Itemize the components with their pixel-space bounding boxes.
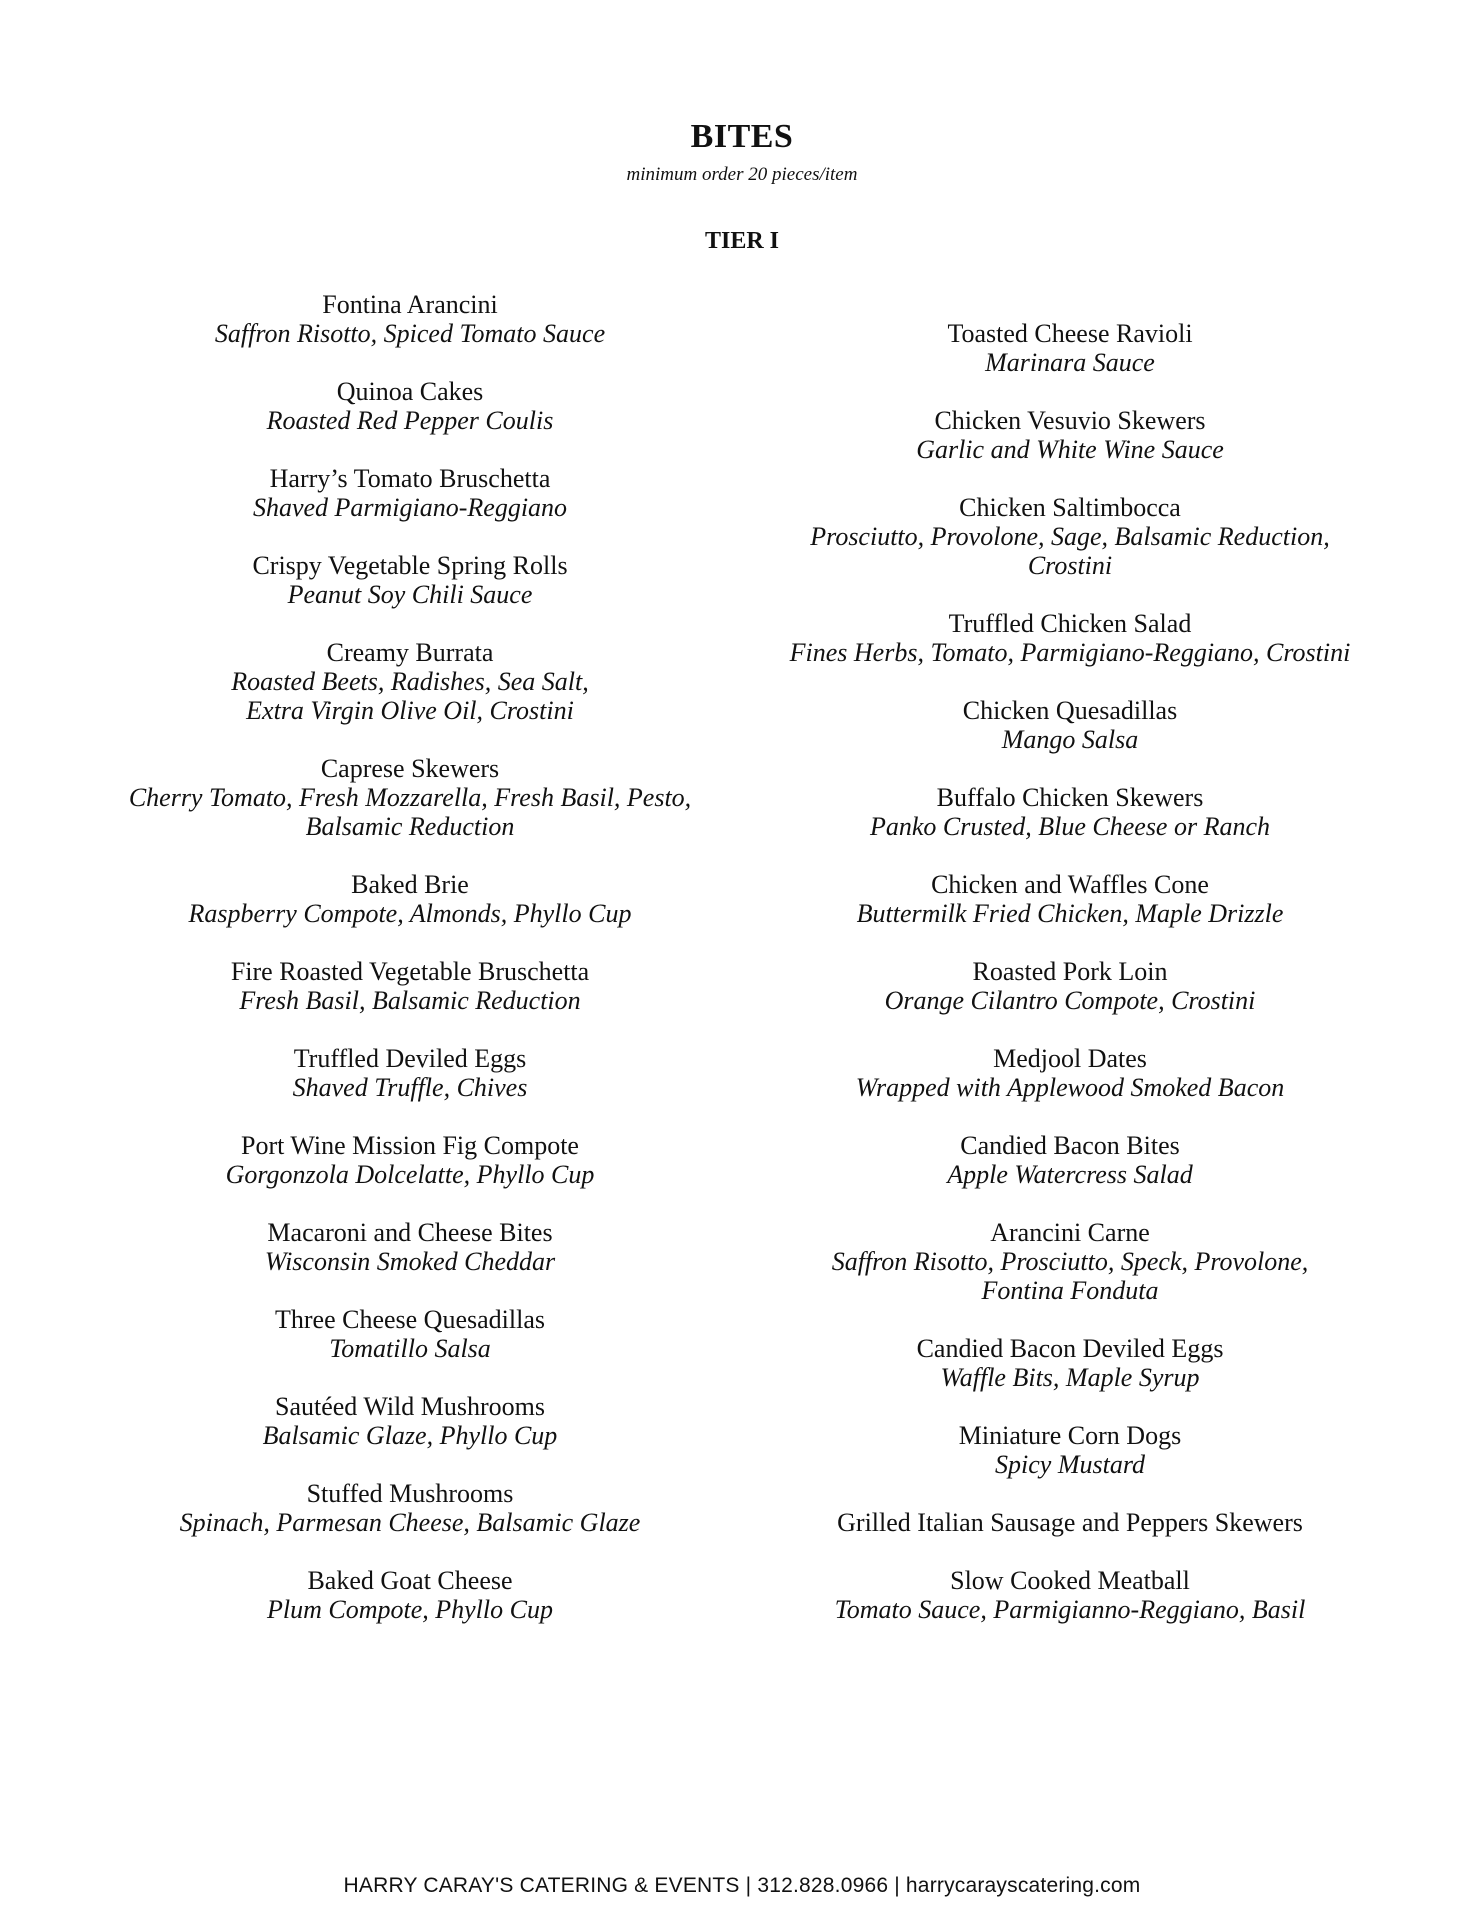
- menu-item-description: Shaved Truffle, Chives: [292, 1073, 528, 1102]
- menu-item-description: Peanut Soy Chili Sauce: [287, 580, 533, 609]
- menu-item-name: Baked Goat Cheese: [307, 1566, 513, 1595]
- menu-item: [70, 1479, 750, 1537]
- menu-item: [70, 1566, 750, 1624]
- menu-item-description: Saffron Risotto, Spiced Tomato Sauce: [214, 319, 606, 348]
- menu-item-name: Arancini Carne: [990, 1218, 1150, 1247]
- menu-item: [70, 377, 750, 435]
- menu-item: [70, 1131, 750, 1189]
- menu-item-description: Panko Crusted, Blue Cheese or Ranch: [869, 812, 1271, 841]
- menu-item-description: Spicy Mustard: [995, 1450, 1145, 1479]
- menu-item-description: Balsamic Reduction: [305, 812, 515, 841]
- menu-item-name: Roasted Pork Loin: [972, 957, 1168, 986]
- menu-item: [70, 1305, 750, 1363]
- menu-item-description: Tomato Sauce, Parmigianno-Reggiano, Basil: [834, 1595, 1306, 1624]
- menu-item: [730, 1566, 1410, 1624]
- menu-column-right: [730, 319, 1410, 1653]
- menu-item-description: Plum Compote, Phyllo Cup: [267, 1595, 553, 1624]
- menu-item-description: Fontina Fonduta: [981, 1276, 1159, 1305]
- menu-item-name: Buffalo Chicken Skewers: [936, 783, 1204, 812]
- menu-item-description: Crostini: [1027, 551, 1113, 580]
- menu-item-description: Orange Cilantro Compote, Crostini: [884, 986, 1256, 1015]
- menu-item-name: Chicken Quesadillas: [962, 696, 1178, 725]
- menu-item-description: Roasted Red Pepper Coulis: [266, 406, 554, 435]
- menu-item-description: Fresh Basil, Balsamic Reduction: [239, 986, 581, 1015]
- menu-item-name: Truffled Deviled Eggs: [293, 1044, 527, 1073]
- menu-item-name: Candied Bacon Deviled Eggs: [916, 1334, 1224, 1363]
- menu-item: [70, 464, 750, 522]
- menu-item-name: Toasted Cheese Ravioli: [947, 319, 1193, 348]
- menu-item: [70, 290, 750, 348]
- menu-item-name: Sautéed Wild Mushrooms: [274, 1392, 546, 1421]
- tier-title: TIER I: [704, 228, 780, 254]
- menu-item: [730, 783, 1410, 841]
- menu-item: [730, 1334, 1410, 1392]
- menu-item: [70, 1044, 750, 1102]
- menu-item-name: Port Wine Mission Fig Compote: [241, 1131, 579, 1160]
- menu-item-name: Quinoa Cakes: [336, 377, 484, 406]
- menu-item-name: Medjool Dates: [993, 1044, 1147, 1073]
- menu-column-left: [70, 290, 750, 1653]
- footer-contact: HARRY CARAY'S CATERING & EVENTS | 312.828.0966 | harrycarayscatering.com: [343, 1874, 1141, 1897]
- menu-item-name: Stuffed Mushrooms: [306, 1479, 514, 1508]
- menu-item: [730, 1218, 1410, 1305]
- page-title: BITES: [690, 118, 794, 155]
- menu-item: [70, 754, 750, 841]
- menu-item-name: Candied Bacon Bites: [960, 1131, 1180, 1160]
- menu-item-description: Shaved Parmigiano-Reggiano: [252, 493, 568, 522]
- menu-item-description: Apple Watercress Salad: [947, 1160, 1193, 1189]
- menu-item-description: Prosciutto, Provolone, Sage, Balsamic Reduction,: [810, 522, 1330, 551]
- menu-item: [70, 638, 750, 725]
- menu-item-description: Gorgonzola Dolcelatte, Phyllo Cup: [225, 1160, 595, 1189]
- menu-item: [70, 957, 750, 1015]
- menu-item-description: Garlic and White Wine Sauce: [916, 435, 1224, 464]
- menu-item: [730, 493, 1410, 580]
- menu-item-description: Waffle Bits, Maple Syrup: [940, 1363, 1200, 1392]
- menu-item-name: Chicken Saltimbocca: [959, 493, 1181, 522]
- menu-item-name: Crispy Vegetable Spring Rolls: [252, 551, 568, 580]
- menu-item-name: Truffled Chicken Salad: [948, 609, 1192, 638]
- menu-item-name: Caprese Skewers: [320, 754, 500, 783]
- menu-item-description: Marinara Sauce: [985, 348, 1155, 377]
- menu-item: [70, 551, 750, 609]
- menu-item-description: Buttermilk Fried Chicken, Maple Drizzle: [856, 899, 1284, 928]
- menu-item-name: Baked Brie: [351, 870, 469, 899]
- menu-item: [730, 1131, 1410, 1189]
- menu-item-description: Extra Virgin Olive Oil, Crostini: [246, 696, 574, 725]
- menu-item-description: Tomatillo Salsa: [329, 1334, 491, 1363]
- menu-item-name: Three Cheese Quesadillas: [274, 1305, 545, 1334]
- menu-item: [730, 696, 1410, 754]
- menu-item-description: Balsamic Glaze, Phyllo Cup: [262, 1421, 558, 1450]
- menu-item: [730, 870, 1410, 928]
- menu-item-name: Harry’s Tomato Bruschetta: [269, 464, 551, 493]
- menu-item-name: Fontina Arancini: [322, 290, 498, 319]
- menu-item: [730, 1508, 1410, 1537]
- menu-item: [730, 1044, 1410, 1102]
- menu-item-name: Chicken Vesuvio Skewers: [934, 406, 1206, 435]
- menu-item: [730, 609, 1410, 667]
- menu-item: [70, 1392, 750, 1450]
- menu-item-name: Chicken and Waffles Cone: [931, 870, 1209, 899]
- menu-item-description: Fines Herbs, Tomato, Parmigiano-Reggiano, Crostini: [789, 638, 1351, 667]
- menu-item-name: Macaroni and Cheese Bites: [267, 1218, 553, 1247]
- menu-item-description: Raspberry Compote, Almonds, Phyllo Cup: [188, 899, 632, 928]
- menu-item-description: Mango Salsa: [1001, 725, 1139, 754]
- menu-item-description: Spinach, Parmesan Cheese, Balsamic Glaze: [179, 1508, 641, 1537]
- menu-item: [70, 1218, 750, 1276]
- menu-item: [730, 406, 1410, 464]
- menu-item: [730, 1421, 1410, 1479]
- menu-item-description: Roasted Beets, Radishes, Sea Salt,: [231, 667, 589, 696]
- menu-item-name: Miniature Corn Dogs: [958, 1421, 1182, 1450]
- menu-item: [730, 957, 1410, 1015]
- menu-item-description: Saffron Risotto, Prosciutto, Speck, Provolone,: [831, 1247, 1309, 1276]
- menu-item-description: Cherry Tomato, Fresh Mozzarella, Fresh Basil, Pesto,: [128, 783, 692, 812]
- menu-item-name: Slow Cooked Meatball: [950, 1566, 1190, 1595]
- menu-item: [730, 319, 1410, 377]
- menu-item-name: Fire Roasted Vegetable Bruschetta: [230, 957, 590, 986]
- menu-item-name: Creamy Burrata: [326, 638, 494, 667]
- menu-item-description: Wrapped with Applewood Smoked Bacon: [855, 1073, 1285, 1102]
- menu-item: [70, 870, 750, 928]
- menu-item-description: Wisconsin Smoked Cheddar: [264, 1247, 556, 1276]
- minimum-order-note: minimum order 20 pieces/item: [626, 164, 858, 185]
- menu-item-name: Grilled Italian Sausage and Peppers Skewers: [837, 1508, 1303, 1537]
